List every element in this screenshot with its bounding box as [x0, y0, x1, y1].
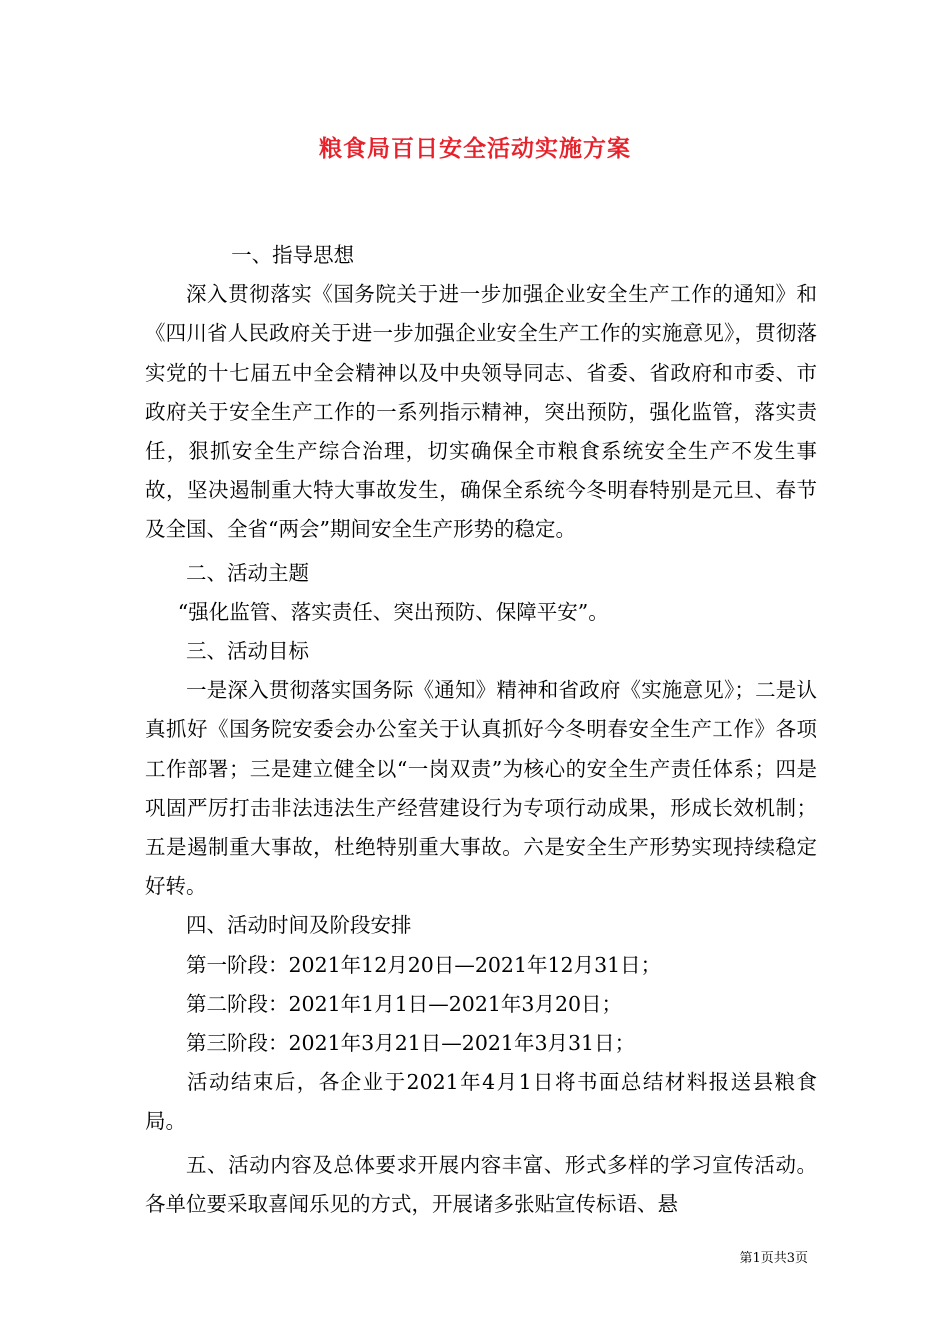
section-heading-schedule: 四、活动时间及阶段安排: [186, 913, 412, 938]
paragraph-activity-goals: 一是深入贯彻落实国务际《通知》精神和省政府《实施意见》；二是认真抓好《国务院安委会办公室关于认真抓好今冬明春安全生产工作》各项工作部署；三是建立健全以“一岗双责”为核心的安全生产责任体系；四是巩固严厉打击非法违法生产经营建设行为专项行动成果，形成长效机制；五是遏制重大事故，杜绝特别重大事故。六是安全生产形势实现持续稳定好转。: [145, 678, 817, 899]
paragraph-activity-content: 五、活动内容及总体要求开展内容丰富、形式多样的学习宣传活动。各单位要采取喜闻乐见的方式，开展诸多张贴宣传标语、悬: [145, 1152, 817, 1216]
section-heading-activity-theme: 二、活动主题: [186, 560, 309, 585]
schedule-phase-one: 第一阶段：2021年12月20日—2021年12月31日；: [186, 952, 662, 977]
document-title: 粮食局百日安全活动实施方案: [319, 135, 631, 162]
schedule-phase-two: 第二阶段：2021年1月1日—2021年3月20日；: [186, 991, 623, 1016]
section-heading-guiding-ideology: 一、指导思想: [231, 243, 355, 267]
paragraph-activity-theme: “强化监管、落实责任、突出预防、保障平安”。: [177, 599, 609, 624]
paragraph-summary-deadline: 活动结束后，各企业于2021年4月1日将书面总结材料报送县粮食局。: [145, 1070, 817, 1134]
document-body: [145, 236, 817, 1224]
section-heading-activity-goals: 三、活动目标: [186, 639, 309, 664]
page-number: 第1页共3页: [739, 1251, 808, 1266]
schedule-phase-three: 第三阶段：2021年3月21日—2021年3月31日；: [186, 1031, 636, 1056]
paragraph-guiding-ideology: 深入贯彻落实《国务院关于进一步加强企业安全生产工作的通知》和《四川省人民政府关于进一步加强企业安全生产工作的实施意见》，贯彻落实党的十七届五中全会精神以及中央领导同志、省委、省政府和市委、市政府关于安全生产工作的一系列指示精神，突出预防，强化监管，落实责任，狠抓安全生产综合治理，切实确保全市粮食系统安全生产不发生事故，坚决遏制重大特大事故发生，确保全系统今冬明春特别是元旦、春节及全国、全省“两会”期间安全生产形势的稳定。: [145, 282, 817, 542]
